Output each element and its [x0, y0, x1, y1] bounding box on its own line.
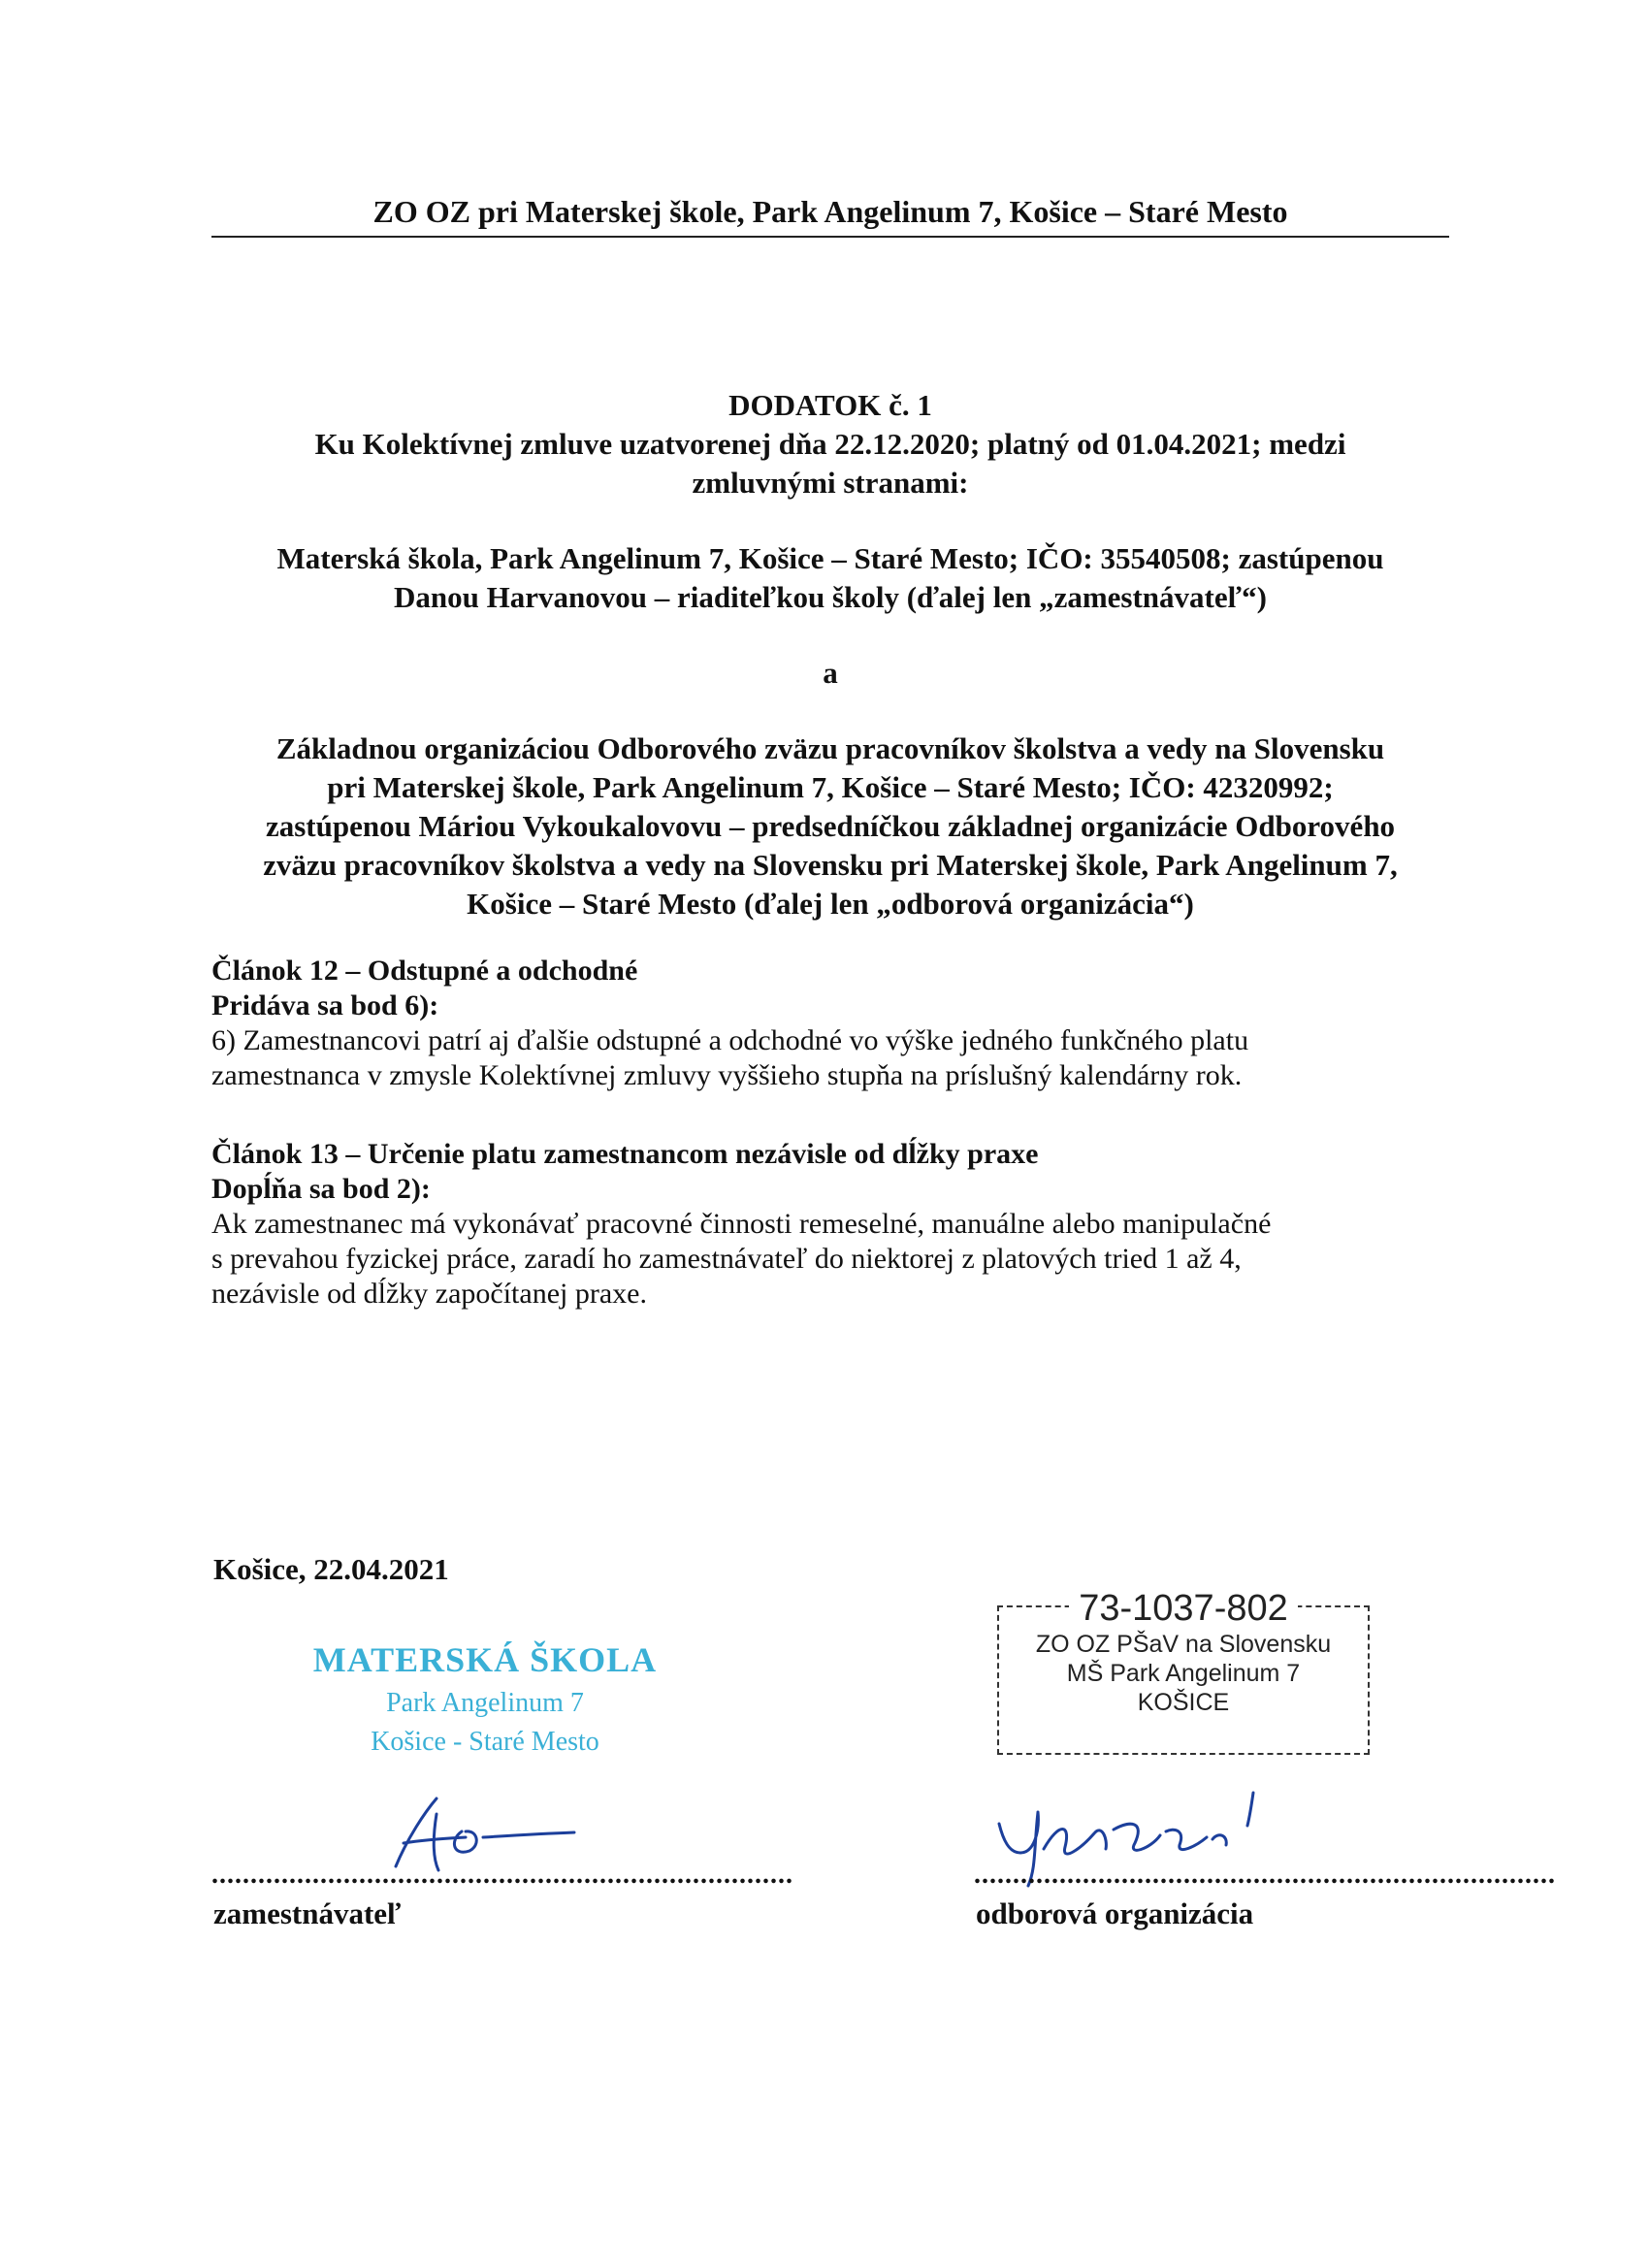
union-signature-label: odborová organizácia — [976, 1896, 1254, 1930]
place-date: Košice, 22.04.2021 — [213, 1552, 449, 1586]
party-union-line3: zastúpenou Máriou Vykoukalovovu – predsedníčkou základnej organizácie Odborového — [265, 809, 1396, 843]
article-13-heading: Článok 13 – Určenie platu zamestnancom nezávisle od dĺžky praxe — [211, 1138, 1039, 1170]
party-union-line5: Košice – Staré Mesto (ďalej len „odborová organizácia“) — [467, 887, 1194, 921]
union-stamp-line3: MŠ Park Angelinum 7 — [1066, 1660, 1301, 1687]
employer-stamp-line2: Park Angelinum 7 — [386, 1688, 584, 1718]
employer-signature-label: zamestnávateľ — [213, 1896, 402, 1930]
header-divider — [211, 236, 1449, 238]
article-13 — [211, 1137, 1449, 1312]
employer-stamp — [301, 1639, 669, 1758]
article-13-body-line3: nezávisle od dĺžky započítanej praxe. — [211, 1278, 647, 1310]
union-stamp-line4: KOŠICE — [1137, 1689, 1230, 1716]
article-13-body-line1: Ak zamestnanec má vykonávať pracovné činnosti remeselné, manuálne alebo manipulačné — [211, 1208, 1272, 1240]
party-employer-line2: Danou Harvanovou – riaditeľkou školy (ďalej len „zamestnávateľ“) — [394, 580, 1267, 614]
employer-stamp-line3: Košice - Staré Mesto — [371, 1727, 599, 1757]
article-13-subheading: Dopĺňa sa bod 2): — [211, 1173, 431, 1205]
party-employer-line1: Materská škola, Park Angelinum 7, Košice – Staré Mesto; IČO: 35540508; zastúpenou — [276, 541, 1384, 575]
employer-stamp-line1: MATERSKÁ ŠKOLA — [312, 1640, 658, 1679]
party-union-line2: pri Materskej škole, Park Angelinum 7, Košice – Staré Mesto; IČO: 42320992; — [327, 770, 1334, 804]
union-signature-line: ........................................................................... — [974, 1860, 1556, 1890]
employer-signature-line: ........................................................................... — [211, 1860, 793, 1890]
article-12-body-line1: 6) Zamestnancovi patrí aj ďalšie odstupné a odchodné vo výške jedného funkčného platu — [211, 1024, 1249, 1056]
party-union-line4: zväzu pracovníkov školstva a vedy na Slovensku pri Materskej škole, Park Angelinum 7, — [263, 848, 1398, 882]
party-union-line1: Základnou organizáciou Odborového zväzu pracovníkov školstva a vedy na Slovensku — [275, 731, 1385, 765]
document-subtitle-line1: Ku Kolektívnej zmluve uzatvorenej dňa 22.12.2020; platný od 01.04.2021; medzi — [314, 427, 1346, 461]
party-union — [211, 729, 1449, 923]
article-12-heading: Článok 12 – Odstupné a odchodné — [211, 955, 638, 987]
article-12-body-line2: zamestnanca v zmysle Kolektívnej zmluvy vyššieho stupňa na príslušný kalendárny rok. — [211, 1059, 1243, 1091]
document-title: DODATOK č. 1 — [728, 388, 932, 422]
article-12 — [211, 954, 1449, 1093]
union-stamp-line2: ZO OZ PŠaV na Slovensku — [1035, 1631, 1332, 1658]
title-block — [211, 386, 1449, 502]
union-stamp — [997, 1588, 1370, 1755]
document-subtitle-line2: zmluvnými stranami: — [692, 466, 969, 500]
article-13-body-line2: s prevahou fyzickej práce, zaradí ho zamestnávateľ do niektorej z platových tried 1 až 4, — [211, 1243, 1242, 1275]
union-stamp-code: 73-1037-802 — [1069, 1588, 1298, 1630]
conjunction: a — [823, 656, 838, 690]
document-header: ZO OZ pri Materskej škole, Park Angelinum 7, Košice – Staré Mesto — [372, 194, 1288, 229]
article-12-subheading: Pridáva sa bod 6): — [211, 989, 439, 1021]
party-employer — [211, 539, 1449, 617]
